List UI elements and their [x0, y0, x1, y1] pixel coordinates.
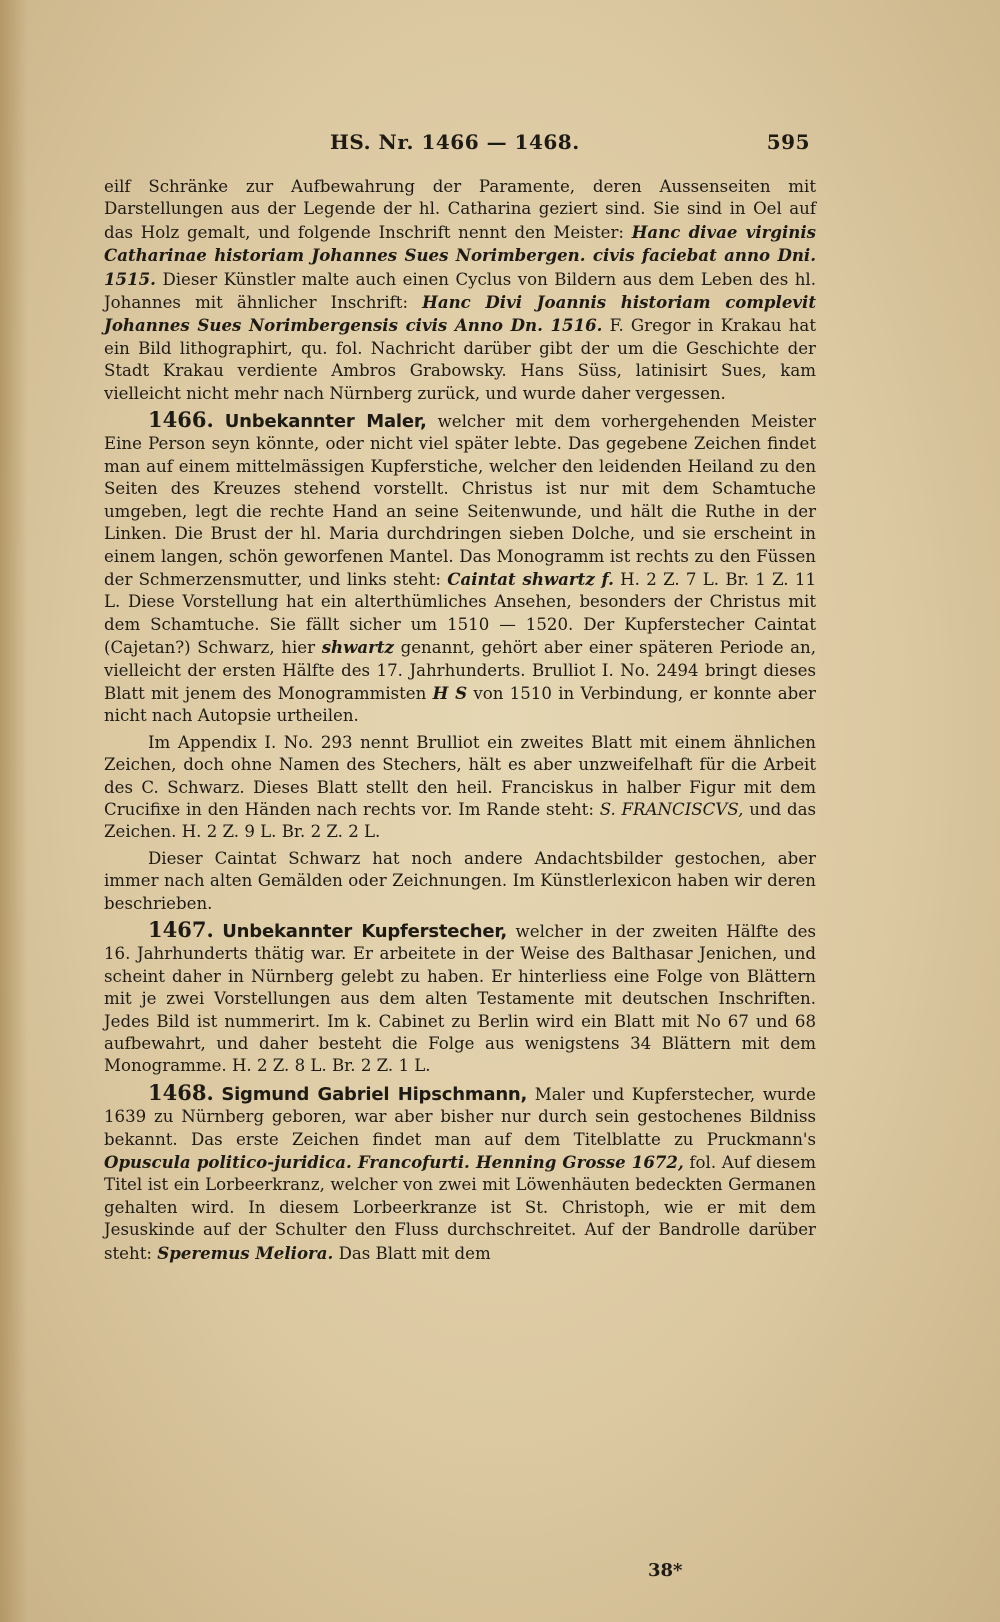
intro-paragraph: eilf Schränke zur Aufbewahrung der Paramente, deren Aussenseiten mit Darstellungen aus der Legende der hl. Catharina geziert sind. Sie sind in Oel auf das Holz gemalt, und folgende Inschrift nennt den Meister: Hanc divae virginis Catharinae historiam Johannes Sues Norimbergen. civis faciebat anno Dni. 1515. Dieser Künstler malte auch einen Cyclus von Bildern aus dem Leben des hl. Johannes mit ähnlicher Inschrift: Hanc Divi Joannis historiam complevit Johannes Sues Norimbergensis civis Anno Dn. 1516. F. Gregor in Krakau hat ein Bild lithographirt, qu. fol. Nachricht darüber gibt der um die Geschichte der Stadt Krakau verdiente Ambros Grabowsky. Hans Süss, latinisirt Sues, kam vielleicht nicht mehr nach Nürnberg zurück, und wurde daher vergessen. — [104, 177, 816, 403]
entry-1466: 1466. Unbekannter Maler, welcher mit dem vorhergehenden Meister Eine Person seyn könnte, oder nicht viel später lebte. Das gegebene Zeichen findet man auf einem mittelmässigen Kupferstiche, welcher den leidenden Heiland zu den Seiten des Kreuzes stehend vorstellt. Christus ist nur mit dem Schamtuche umgeben, legt die rechte Hand an seine Seitenwunde, und hält die Ruthe in der Linken. Die Brust der hl. Maria durchdringen sieben Dolche, und sie erscheint in einem langen, schön geworfenen Mantel. Das Monogramm ist rechts zu den Füssen der Schmerzensmutter, und links steht: Caintat shwartz f. H. 2 Z. 7 L. Br. 1 Z. 11 L. Diese Vorstellung hat ein alterthümliches Ansehen, besonders der Christus mit dem Schamtuche. Sie fällt sicher um 1510 — 1520. Der Kupferstecher Caintat (Cajetan?) Schwarz, hier shwartz genannt, gehört aber einer späteren Periode an, vielleicht der ersten Hälfte des 17. Jahrhunderts. Brulliot I. No. 2494 bringt dieses Blatt mit jenem des Monogrammisten H S von 1510 in Verbindung, er konnte aber nicht nach Autopsie urtheilen. — [104, 407, 816, 726]
inscription-quote-2: Hanc Divi Joannis historiam complevit Johannes Sues Norimbergensis civis Anno Dn. 1516. — [104, 292, 816, 336]
entry-title: Unbekannter Maler, — [224, 411, 427, 433]
page-number: 595 — [766, 130, 810, 154]
body-text — [104, 176, 816, 1265]
header-title: HS. Nr. 1466 — 1468. — [330, 130, 580, 154]
entry-1466-paragraph-3: Dieser Caintat Schwarz hat noch andere Andachtsbilder gestochen, aber immer nach alten Gemälden oder Zeichnungen. Im Künstlerlexicon haben wir deren beschrieben. — [104, 848, 816, 913]
inscription-quote: Hanc divae virginis Catharinae historiam Johannes Sues Norimbergen. civis faciebat anno Dni. 1515. — [104, 221, 816, 289]
entry-number: 1468. — [148, 1079, 214, 1105]
book-spine-shadow — [0, 0, 28, 1622]
entry-1467: 1467. Unbekannter Kupferstecher, welcher in der zweiten Hälfte des 16. Jahrhunderts thätig war. Er arbeitete in der Weise des Balthasar Jenichen, und scheint daher in Nürnberg gelebt zu haben. Er hinterliess eine Folge von Blättern mit je zwei Vorstellungen aus dem alten Testamente mit deutschen Inschriften. Jedes Bild ist nummerirt. Im k. Cabinet zu Berlin wird ein Blatt mit No 67 und 68 aufbewahrt, und daher besteht die Folge aus wenigstens 34 Blättern mit dem Monogramme. H. 2 Z. 8 L. Br. 2 Z. 1 L. — [104, 917, 816, 1076]
running-header — [330, 130, 810, 160]
entry-1466-paragraph-2: Im Appendix I. No. 293 nennt Brulliot ein zweites Blatt mit einem ähnlichen Zeichen, doch ohne Namen des Stechers, hält es aber unzweifelhaft für die Arbeit des C. Schwarz. Dieses Blatt stellt den heil. Franciskus in halber Figur mit dem Crucifixe in den Händen nach rechts vor. Im Rande steht: S. FRANCISCVS, und das Zeichen. H. 2 Z. 9 L. Br. 2 Z. 2 L. — [104, 732, 817, 842]
signature-mark: 38* — [648, 1560, 683, 1581]
entry-number: 1466. — [148, 407, 214, 433]
entry-title: Sigmund Gabriel Hipschmann, — [221, 1083, 528, 1105]
entry-title: Unbekannter Kupferstecher, — [222, 921, 508, 942]
entry-number: 1467. — [148, 917, 214, 942]
entry-1468: 1468. Sigmund Gabriel Hipschmann, Maler und Kupferstecher, wurde 1639 zu Nürnberg geboren, war aber bisher nur durch sein gestochenes Bildniss bekannt. Das erste Zeichen findet man auf dem Titelblatte zu Pruckmann's Opuscula politico-juridica. Francofurti. Henning Grosse 1672, fol. Auf diesem Titel ist ein Lorbeerkranz, welcher von zwei mit Löwenhäuten bedeckten Germanen gehalten wird. In diesem Lorbeerkranze ist St. Christoph, wie er mit dem Jesuskinde auf der Schulter den Fluss durchschreitet. Auf der Bandrolle darüber steht: Speremus Meliora. Das Blatt mit dem — [104, 1079, 816, 1263]
